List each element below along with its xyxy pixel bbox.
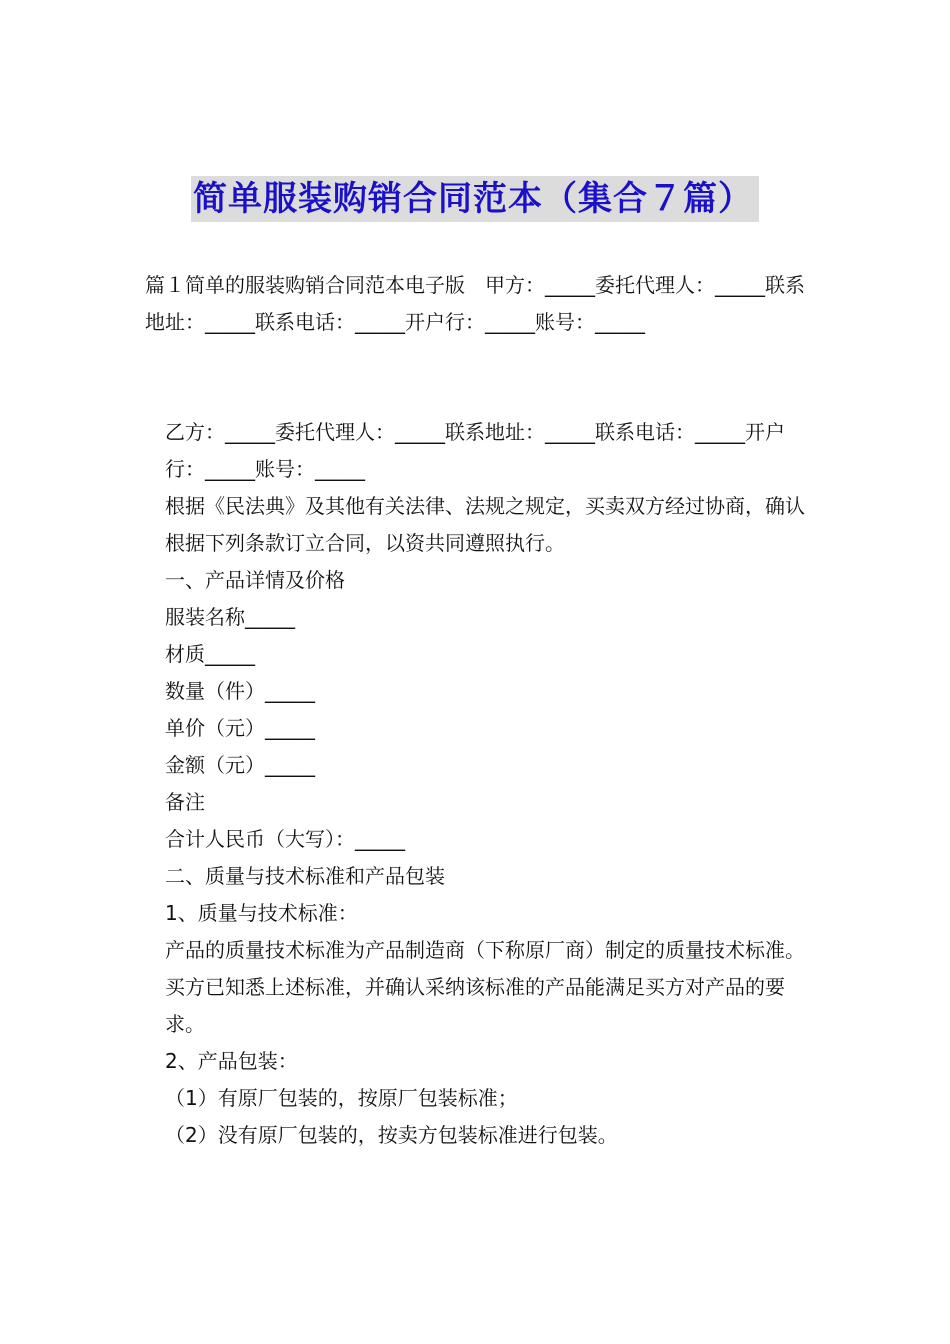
subheading-quality-standard: 1、质量与技术标准： <box>165 901 358 925</box>
field-total-rmb: 合计人民币（大写）：_____ <box>165 827 405 851</box>
field-quantity: 数量（件）_____ <box>165 679 315 703</box>
packaging-item-1: （1）有原厂包装的，按原厂包装标准； <box>165 1086 518 1110</box>
field-remarks: 备注 <box>165 790 205 814</box>
field-amount: 金额（元）_____ <box>165 753 315 777</box>
field-garment-name: 服装名称_____ <box>165 605 295 629</box>
quality-standard-paragraph: 产品的质量技术标准为产品制造商（下称原厂商）制定的质量技术标准。 <box>165 938 805 962</box>
party-a-paragraph: 篇１简单的服装购销合同范本电子版 甲方：_____委托代理人：_____联系地址：_____联系电话：_____开户行：_____账号：_____ <box>145 273 805 334</box>
packaging-item-2: （2）没有原厂包装的，按卖方包装标准进行包装。 <box>165 1123 618 1147</box>
intro-section <box>145 267 809 341</box>
buyer-acknowledgement-paragraph: 买方已知悉上述标准，并确认采纳该标准的产品能满足买方对产品的要求。 <box>165 975 785 1036</box>
section-heading-quality: 二、质量与技术标准和产品包装 <box>165 864 445 888</box>
title-container <box>0 176 950 222</box>
legal-basis-paragraph: 根据《民法典》及其他有关法律、法规之规定，买卖双方经过协商，确认根据下列条款订立合同，以资共同遵照执行。 <box>165 494 805 555</box>
subheading-packaging: 2、产品包装： <box>165 1049 298 1073</box>
section-heading-product: 一、产品详情及价格 <box>165 568 345 592</box>
document-title: 简单服装购销合同范本（集合７篇） <box>191 176 759 222</box>
field-unit-price: 单价（元）_____ <box>165 716 315 740</box>
party-b-paragraph: 乙方：_____委托代理人：_____联系地址：_____联系电话：_____开户行：_____账号：_____ <box>165 420 785 481</box>
contract-body <box>145 414 809 1154</box>
field-material: 材质_____ <box>165 642 255 666</box>
